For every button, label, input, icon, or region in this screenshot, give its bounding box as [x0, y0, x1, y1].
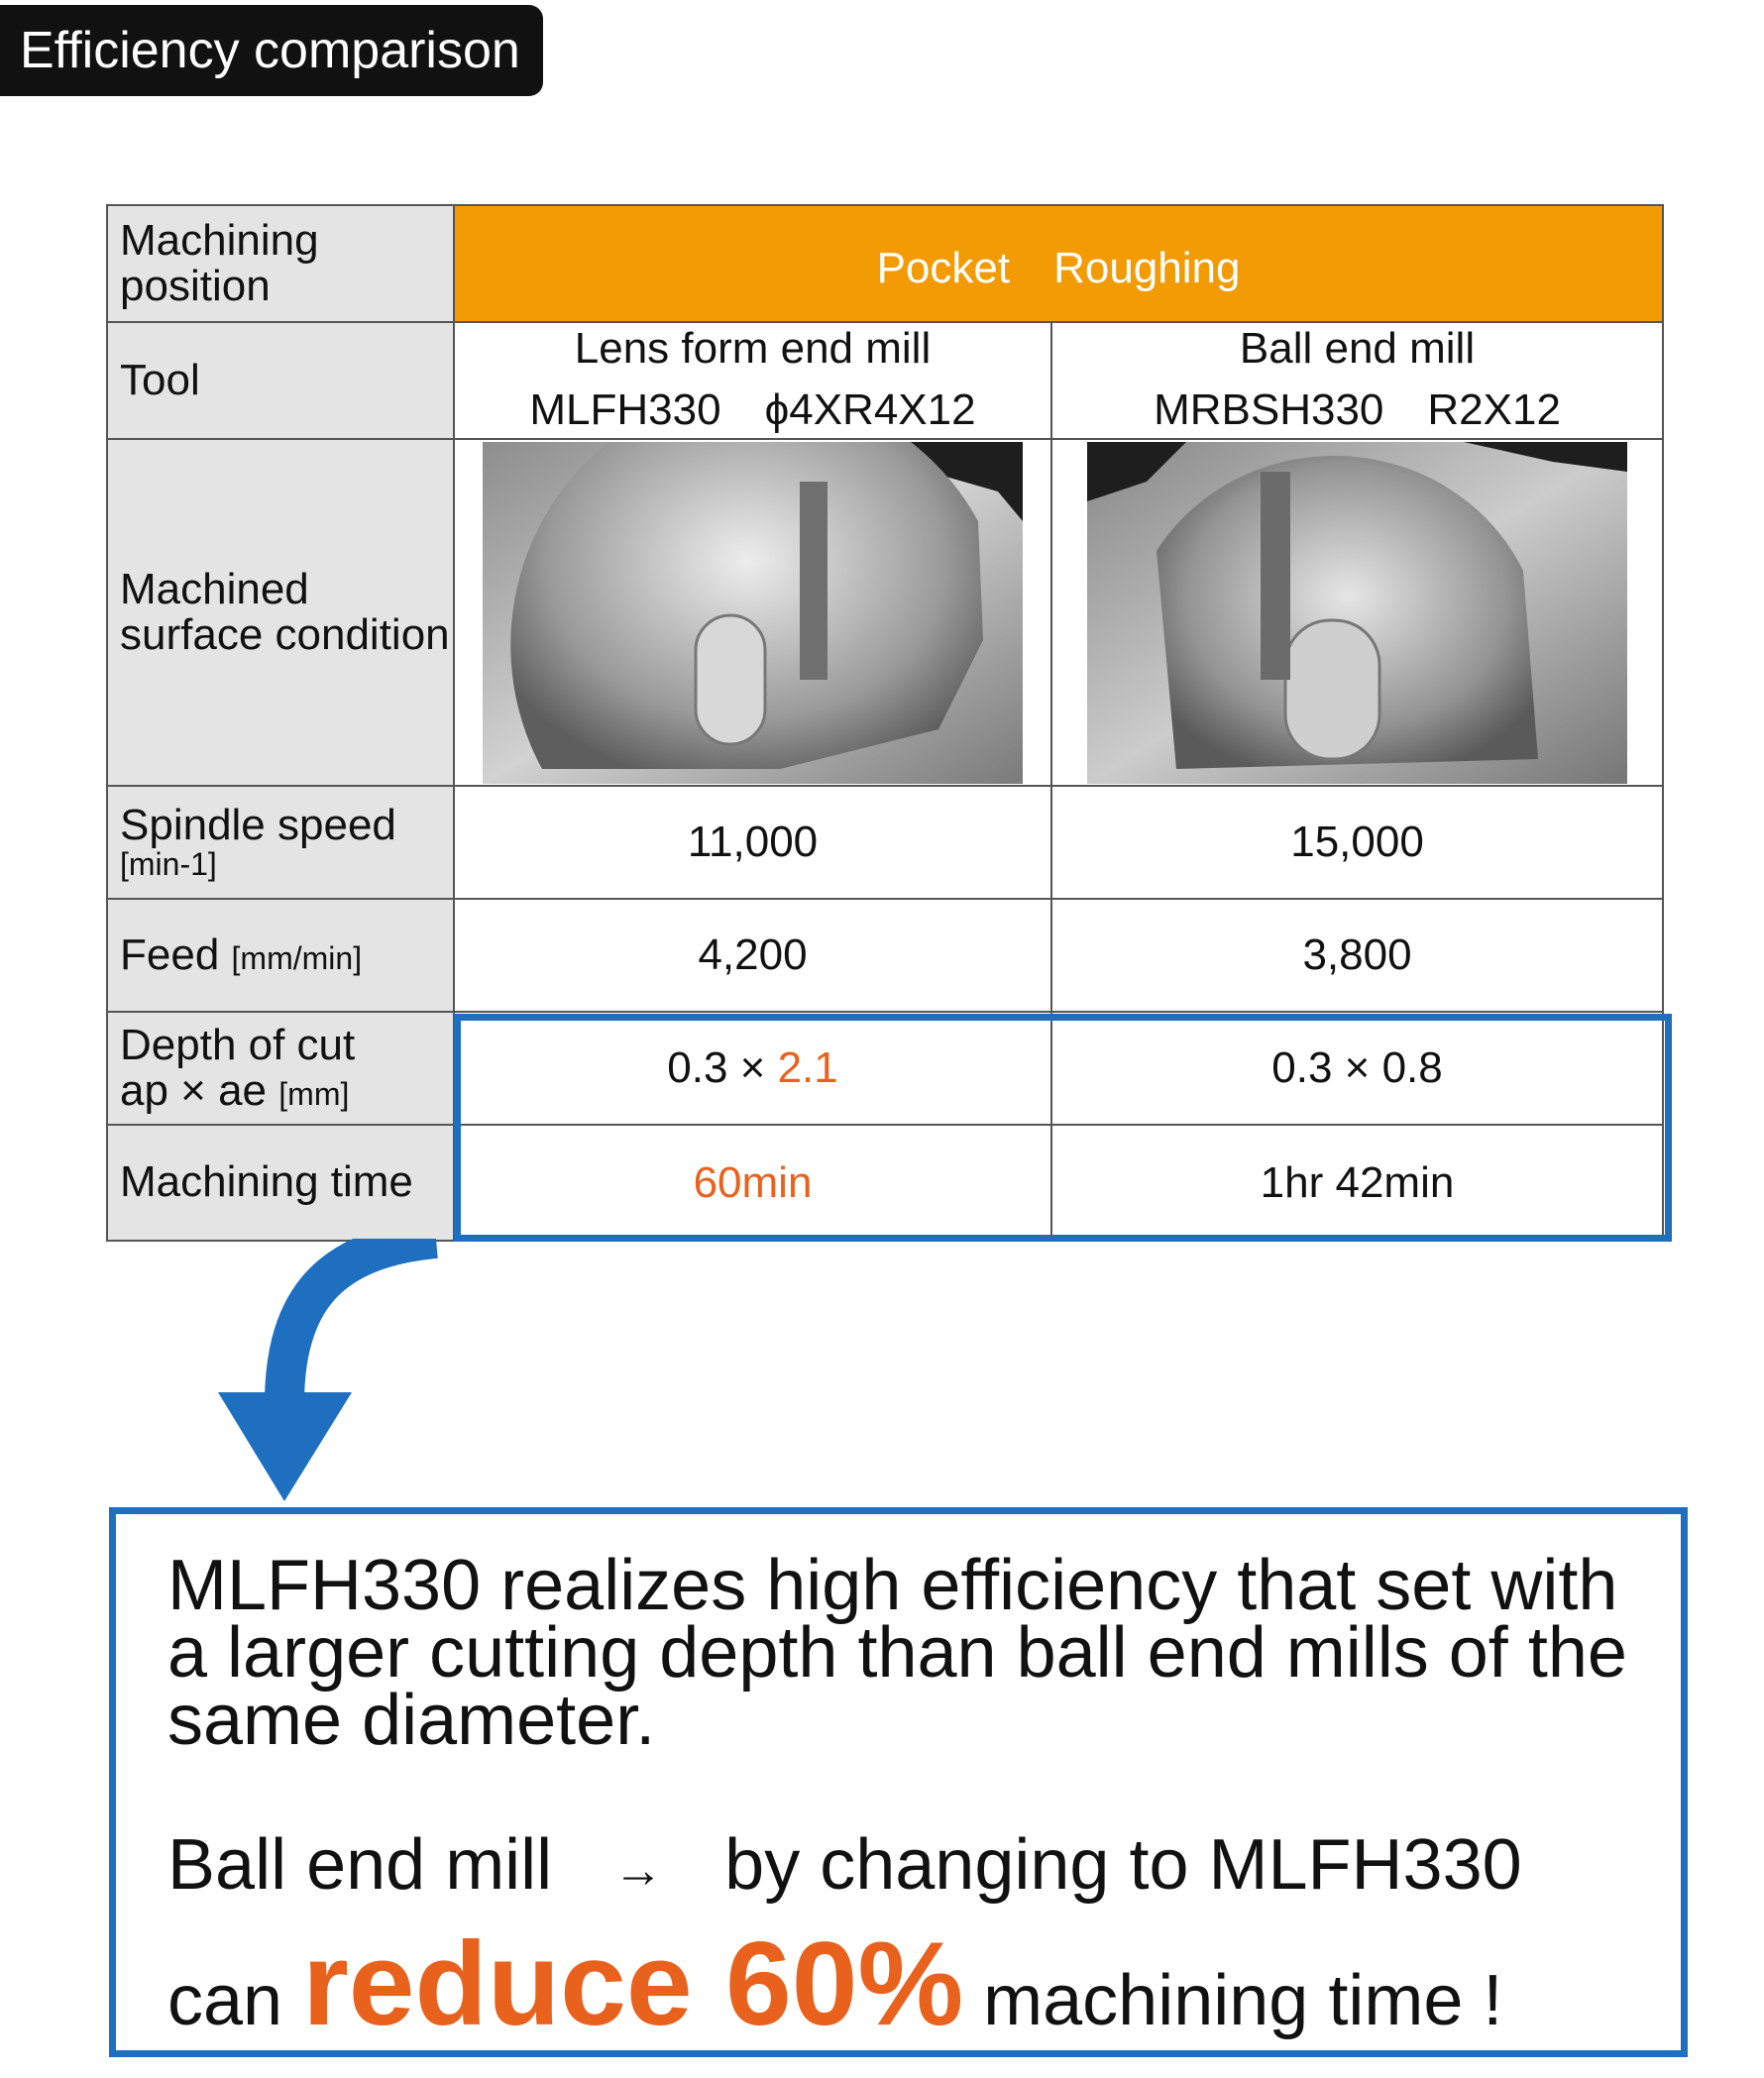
time-label: Machining time [107, 1125, 454, 1241]
ball-tool-code: MRBSH330 R2X12 [1154, 385, 1561, 434]
result-can: can [167, 1961, 283, 2040]
lens-tool-cell [454, 322, 1051, 439]
surface-label: Machined surface condition [107, 439, 454, 786]
lens-time-value: 60min [454, 1125, 1051, 1241]
ball-photo-cell [1051, 439, 1663, 786]
spindle-label-text: Spindle speed [120, 801, 396, 850]
lens-depth-ae: 2.1 [777, 1043, 838, 1092]
ball-time-value: 1hr 42min [1051, 1125, 1663, 1241]
result-big: reduce 60% [302, 1917, 964, 2050]
switch-to: by changing to MLFH330 [724, 1825, 1522, 1905]
result-line [167, 1915, 1502, 2052]
lens-depth-value [454, 1012, 1051, 1125]
table-row [107, 1125, 1663, 1241]
lens-feed-value: 4,200 [454, 899, 1051, 1012]
ball-tool-name: Ball end mill [1239, 324, 1476, 373]
spindle-unit: [min-1] [120, 846, 217, 883]
curved-arrow-icon [213, 1239, 451, 1506]
depth-label [107, 1012, 454, 1125]
result-tail: machining time ! [983, 1961, 1503, 2040]
summary-box [109, 1507, 1688, 2057]
lens-photo-cell [454, 439, 1051, 786]
table-row [107, 322, 1663, 439]
machining-position-label: Machining position [107, 205, 454, 322]
tool-label: Tool [107, 322, 454, 439]
comparison-table [106, 204, 1664, 1242]
table-row [107, 1012, 1663, 1125]
lens-depth-ap: 0.3 × [667, 1043, 766, 1092]
lens-machined-part-image [483, 442, 1023, 784]
ball-feed-value: 3,800 [1051, 899, 1663, 1012]
ball-spindle-value: 15,000 [1051, 786, 1663, 899]
ball-depth-value: 0.3 × 0.8 [1051, 1012, 1663, 1125]
feed-label-text: Feed [120, 930, 220, 979]
table-row [107, 786, 1663, 899]
lens-tool-code: MLFH330 ϕ4XR4X12 [529, 385, 976, 434]
feed-label [107, 899, 454, 1012]
page-title: Efficiency comparison [0, 5, 543, 96]
lens-spindle-value: 11,000 [454, 786, 1051, 899]
depth-sub-label [120, 1068, 453, 1114]
depth-sub-text: ap × ae [120, 1066, 268, 1115]
switch-line [167, 1824, 1522, 1906]
summary-text: MLFH330 realizes high efficiency that set with a larger cutting depth than ball end mills of the same diameter. [167, 1546, 1627, 1760]
switch-from: Ball end mill [167, 1825, 553, 1905]
depth-label-text: Depth of cut [120, 1020, 356, 1069]
feed-unit: [mm/min] [231, 939, 363, 976]
ball-machined-part-image [1087, 442, 1627, 784]
pocket-roughing-header: Pocket Roughing [454, 205, 1663, 322]
ball-tool-cell [1051, 322, 1663, 439]
table-row [107, 899, 1663, 1012]
table-row [107, 205, 1663, 322]
lens-tool-name: Lens form end mill [574, 324, 932, 373]
spindle-label [107, 786, 454, 899]
depth-unit: [mm] [278, 1076, 350, 1112]
table-row [107, 439, 1663, 786]
right-arrow-icon: → [613, 1841, 664, 1898]
